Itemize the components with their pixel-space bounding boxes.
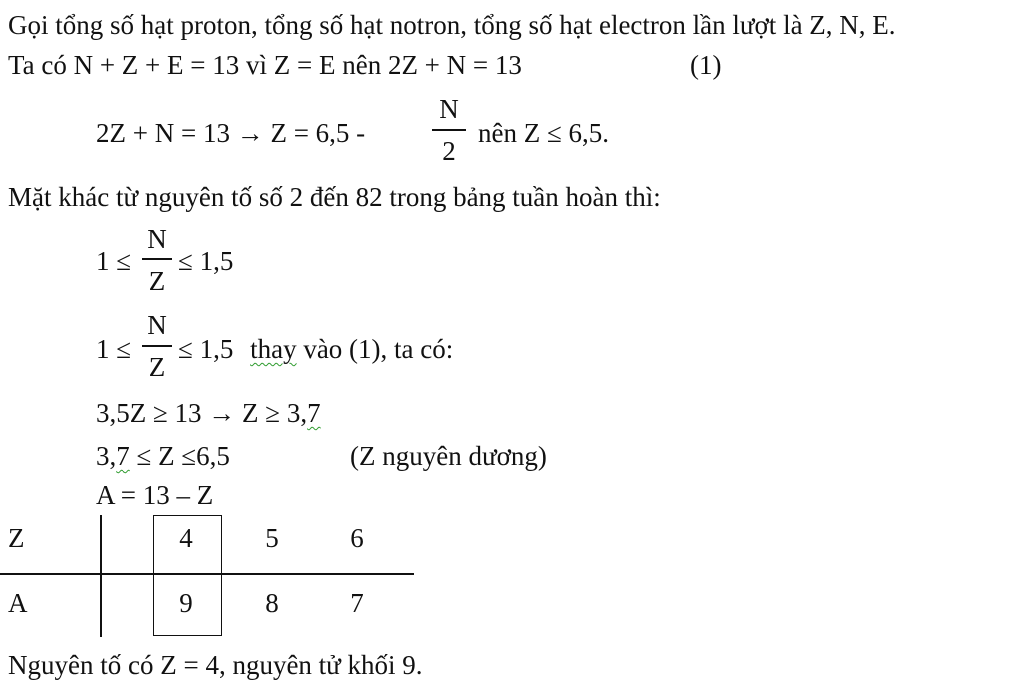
inequality-1-left: 1 ≤ — [96, 246, 132, 276]
fraction-denominator: 2 — [442, 136, 456, 166]
table-cell-z: 6 — [350, 523, 364, 553]
fraction-denominator: Z — [148, 352, 166, 382]
range-digit: 7 — [116, 441, 130, 471]
fraction-numerator: N — [147, 310, 167, 340]
fraction-bar — [142, 345, 172, 347]
range-start: 3, — [96, 441, 117, 471]
table-cell-z: 5 — [265, 523, 279, 553]
fraction-bar — [142, 258, 172, 260]
table-cell-z: 4 — [179, 523, 193, 553]
derivation-right: nên Z ≤ 6,5. — [478, 118, 610, 148]
fraction-denominator: Z — [148, 266, 166, 296]
fraction-bar — [432, 129, 466, 131]
range-note: (Z nguyên dương) — [350, 441, 547, 471]
table-divider-vertical — [100, 515, 102, 637]
equation-number-1: (1) — [690, 50, 722, 80]
inequality-2-right — [178, 336, 453, 363]
spellcheck-word: thay — [250, 334, 297, 364]
conclusion-line: Nguyên tố có Z = 4, nguyên tử khối 9. — [8, 650, 423, 680]
inequality-1-right: ≤ 1,5 — [178, 246, 234, 276]
fraction-n-over-z — [142, 226, 172, 298]
mass-formula: A = 13 – Z — [96, 480, 214, 510]
inequality-2-bound: ≤ 1,5 — [178, 334, 234, 364]
fraction-n-over-2 — [432, 96, 466, 168]
table-row-label-z: Z — [8, 523, 25, 553]
table-row-label-a: A — [8, 588, 28, 618]
derivation-left: 2Z + N = 13 → Z = 6,5 - — [96, 118, 366, 148]
table-cell-a: 7 — [350, 588, 364, 618]
lower-bound-text: 3,5Z ≥ 13 → Z ≥ 3, — [96, 398, 308, 428]
periodic-table-note: Mặt khác từ nguyên tố số 2 đến 82 trong bảng tuần hoàn thì: — [8, 182, 661, 212]
lower-bound-digit: 7 — [307, 398, 321, 428]
lower-bound-line — [96, 400, 321, 427]
intro-line: Gọi tổng số hạt proton, tổng số hạt notron, tổng số hạt electron lần lượt là Z, N, E. — [8, 10, 896, 40]
range-end: ≤ Z ≤6,5 — [136, 441, 230, 471]
equation-line-1: Ta có N + Z + E = 13 vì Z = E nên 2Z + N = 13 — [8, 50, 522, 80]
fraction-n-over-z — [142, 312, 172, 384]
table-cell-a: 9 — [179, 588, 193, 618]
fraction-numerator: N — [147, 224, 167, 254]
table-cell-a: 8 — [265, 588, 279, 618]
fraction-numerator: N — [439, 94, 459, 124]
inequality-2-left: 1 ≤ — [96, 334, 132, 364]
inequality-2-rest: vào (1), ta có: — [303, 334, 454, 364]
range-line — [96, 443, 230, 470]
